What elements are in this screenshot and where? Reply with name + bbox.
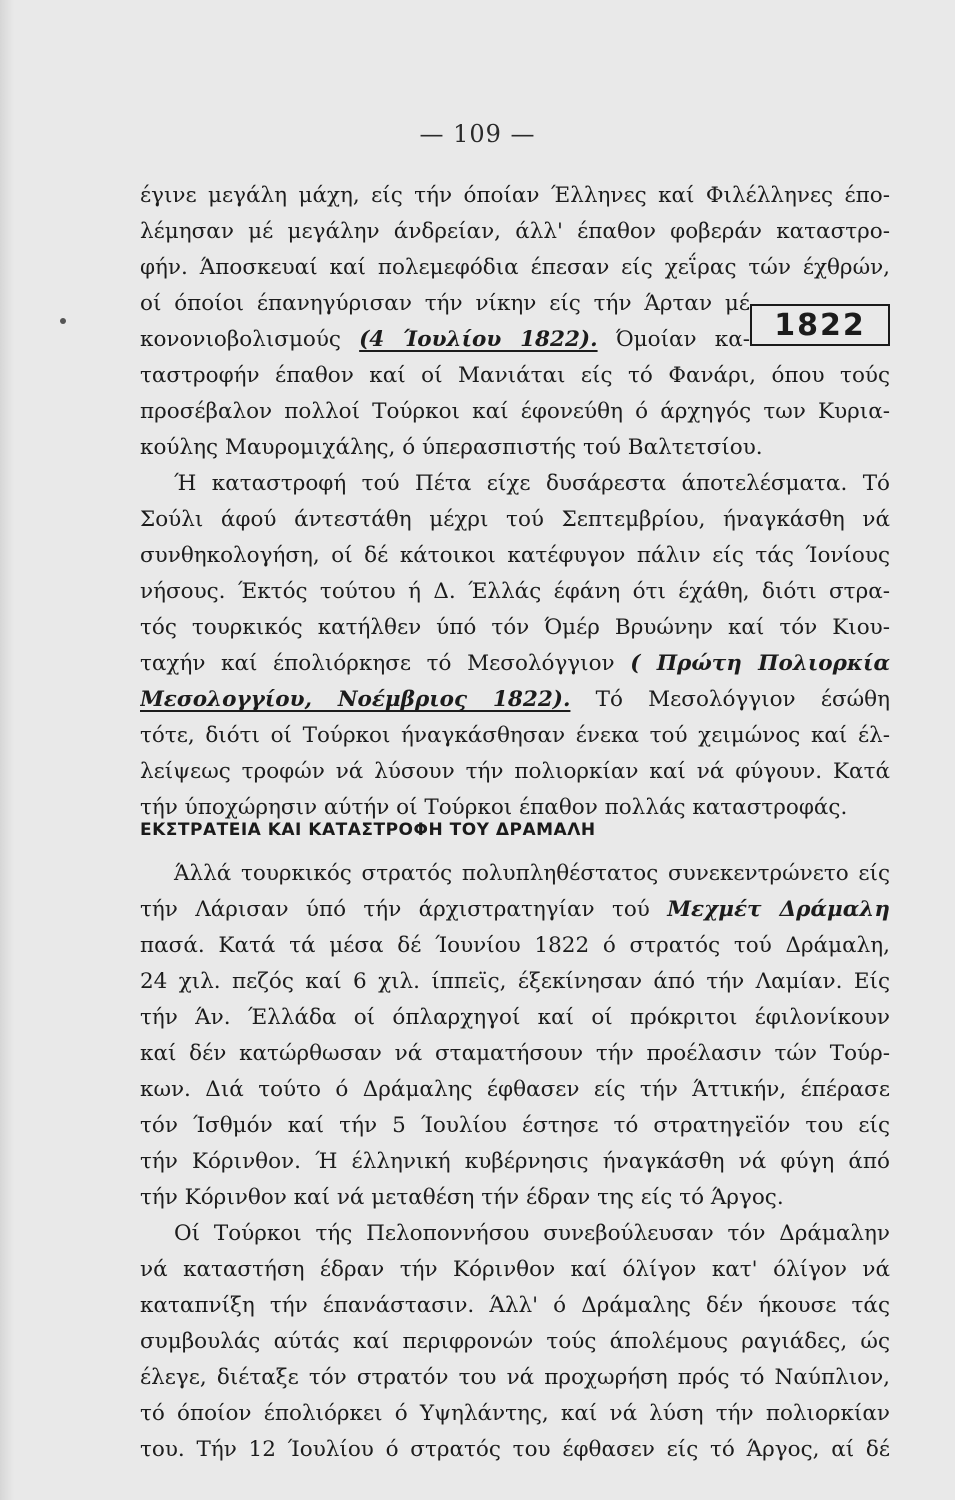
text-run: Τό Μεσολόγγιον έσώθη <box>570 687 890 712</box>
text-line: συμβουλάς αύτάς καί περιφρονών τούς άπολέμους ραγιάδες, ώς <box>140 1329 890 1354</box>
text-line: λέμησαν μέ μεγάλην άνδρείαν, άλλ' έπαθον φοβεράν καταστρο- <box>140 219 890 244</box>
text-line <box>140 324 750 356</box>
text-run: Όμοίαν κα- <box>597 327 750 352</box>
siege-date-emphasis: Μεσολογγίου, Νοέμβριος 1822). <box>140 687 571 712</box>
text-line: τός τουρκικός κατήλθεν ύπό τόν Όμέρ Βρυώνην καί τόν Κιου- <box>140 615 890 640</box>
text-run: κονονιοβολισμούς <box>140 327 360 352</box>
text-line: Άλλά τουρκικός στρατός πολυπληθέστατος συνεκεντρώνετο είς <box>174 861 890 886</box>
text-line: τόν Ίσθμόν καί τήν 5 Ίουλίου έστησε τό στρατηγεϊόν του είς <box>140 1113 890 1138</box>
page-number: — 109 — <box>419 120 536 148</box>
text-line: τήν Άν. Έλλάδα οί όπλαρχηγοί καί οί πρόκριτοι έφιλονίκουν <box>140 1005 890 1030</box>
text-line: καί δέν κατώρθωσαν νά σταματήσουν τήν προέλασιν τών Τούρ- <box>140 1041 890 1066</box>
text-line <box>140 648 890 680</box>
text-line: νήσους. Έκτός τούτου ή Δ. Έλλάς έφάνη ότι έχάθη, διότι στρα- <box>140 579 890 604</box>
margin-year-label: 1822 <box>774 307 866 343</box>
text-line: νά καταστήση έδραν τήν Κόρινθον καί όλίγον κατ' όλίγον νά <box>140 1257 890 1282</box>
page-edge-shadow <box>0 0 14 1500</box>
text-line: Ή καταστροφή τού Πέτα είχε δυσάρεστα άποτελέσματα. Τό <box>174 471 890 496</box>
text-line: Οί Τούρκοι τής Πελοποννήσου συνεβούλευσαν τόν Δράμαλην <box>174 1221 890 1246</box>
text-line: του. Τήν 12 Ίουλίου ό στρατός του έφθασεν είς τό Άργος, αί δέ <box>140 1437 890 1462</box>
text-line <box>140 894 890 926</box>
text-line <box>140 684 890 716</box>
text-line: τήν Κόρινθον καί νά μεταθέση τήν έδραν της είς τό Άργος. <box>140 1185 784 1210</box>
text-line: Σούλι άφού άντεστάθη μέχρι τού Σεπτεμβρίου, ήναγκάσθη νά <box>140 507 890 532</box>
section-heading: ΕΚΣΤΡΑΤΕΙΑ ΚΑΙ ΚΑΤΑΣΤΡΟΦΗ ΤΟΥ ΔΡΑΜΑΛΗ <box>140 820 596 840</box>
text-line: πασά. Κατά τά μέσα δέ Ίουνίου 1822 ό στρατός τού Δράμαλη, <box>140 933 890 958</box>
text-line: τήν ύποχώρησιν αύτήν οί Τούρκοι έπαθον πολλάς καταστροφάς. <box>140 795 848 820</box>
text-line: κων. Διά τούτο ό Δράμαλης έφθασεν είς τήν Άττικήν, έπέρασε <box>140 1077 890 1102</box>
name-emphasis: Μεχμέτ Δράμαλη <box>667 897 890 922</box>
text-line: οί όποίοι έπανηγύρισαν τήν νίκην είς τήν Άρταν μέ <box>140 291 750 316</box>
text-run: τήν Λάρισαν ύπό τήν άρχιστρατηγίαν τού <box>140 897 668 922</box>
text-line: τότε, διότι οί Τούρκοι ήναγκάσθησαν ένεκα τού χειμώνος καί έλ- <box>140 723 890 748</box>
text-line: συνθηκολογήση, οί δέ κάτοικοι κατέφυγον πάλιν είς τάς Ίονίους <box>140 543 890 568</box>
text-line: τό όποίον έπολιόρκει ό Υψηλάντης, καί νά λύση τήν πολιορκίαν <box>140 1401 890 1426</box>
text-line: έγινε μεγάλη μάχη, είς τήν όποίαν Έλληνες καί Φιλέλληνες έπο- <box>140 183 890 208</box>
text-line: τήν Κόρινθον. Ή έλληνική κυβέρνησις ήναγκάσθη νά φύγη άπό <box>140 1149 890 1174</box>
siege-title-emphasis: ( Πρώτη Πολιορκία <box>630 651 890 676</box>
text-line: καταπνίξη τήν έπανάστασιν. Άλλ' ό Δράμαλης δέν ήκουσε τάς <box>140 1293 890 1318</box>
text-line: κούλης Μαυρομιχάλης, ό ύπερασπιστής τού Βαλτετσίου. <box>140 435 763 460</box>
text-line: λείψεως τροφών νά λύσουν τήν πολιορκίαν καί νά φύγουν. Κατά <box>140 759 890 784</box>
text-line: προσέβαλον πολλοί Τούρκοι καί έφονεύθη ό άρχηγός των Κυρια- <box>140 399 890 424</box>
text-run: ταχήν καί έπολιόρκησε τό Μεσολόγγιον <box>140 651 631 676</box>
margin-year-box <box>750 304 890 346</box>
date-emphasis: (4 Ίουλίου 1822). <box>359 327 598 352</box>
text-line: 24 χιλ. πεζός καί 6 χιλ. ίππεϊς, έξεκίνησαν άπό τήν Λαμίαν. Είς <box>140 969 890 994</box>
margin-mark <box>60 318 66 324</box>
text-line: ταστροφήν έπαθον καί οί Μανιάται είς τό Φανάρι, όπου τούς <box>140 363 890 388</box>
text-line: έλεγε, διέταξε τόν στρατόν του νά προχωρήση πρός τό Ναύπλιον, <box>140 1365 890 1390</box>
text-line: φήν. Άποσκευαί καί πολεμεφόδια έπεσαν είς χεΐρας τών έχθρών, <box>140 255 890 280</box>
